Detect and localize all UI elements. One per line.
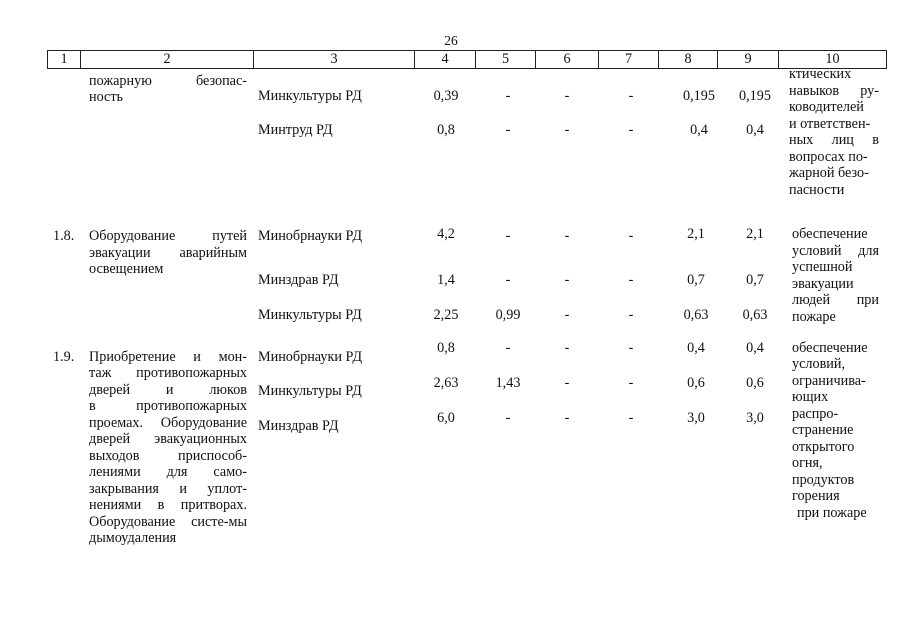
row-1-9-value-col9: 0,4 [746,340,764,356]
cont-name-line: пожарную безопас- [89,73,247,89]
row-1-9-value-col9: 3,0 [746,410,764,426]
row-1-9-purpose-line: ограничива- [792,373,866,389]
row-1-8-value-col8: 0,7 [687,272,705,288]
row-1-8-purpose-line: людей при [792,292,879,308]
row-1-8-org: Минкультуры РД [258,307,362,323]
cont-org: Минкультуры РД [258,88,362,104]
row-1-8-purpose-line: условий для [792,243,879,259]
header-cell: 5 [501,51,510,67]
row-1-9-purpose-line: при пожаре [797,505,867,521]
row-1-9-value-col7: - [628,375,634,391]
row-1-8-value-col8: 0,63 [683,307,709,323]
row-1-8-value-col4: 2,25 [433,307,459,323]
row-1-8-purpose-line: обеспечение [792,226,868,242]
row-1-9-purpose-line: обеспечение [792,340,868,356]
row-1-9-org: Минздрав РД [258,418,339,434]
row-1-9-value-col7: - [628,340,634,356]
row-1-9-value-col5: 1,43 [495,375,521,391]
row-1-8-purpose-line: эвакуации [792,276,854,292]
row-1-9-name-line: закрывания и уплот- [89,481,247,497]
header-cell: 4 [441,51,449,67]
row-1-9-name-line: дверей и люков [89,382,247,398]
row-1-9-purpose-line: ющих [792,389,829,405]
cont-name-line: ность [89,89,124,105]
header-cell: 7 [624,51,633,67]
row-1-8-value-col8: 2,1 [687,226,705,242]
row-1-9-name-line: Оборудование систе-мы [89,514,247,530]
row-1-9-org: Минобрнауки РД [258,349,363,365]
row-1-8-purpose-line: пожаре [792,309,836,325]
row-1-8-name-line: эвакуации аварийным [89,245,247,261]
cont-value-col4: 0,8 [437,122,455,138]
row-1-9-name-line: таж противопожарных [89,365,247,381]
header-cell: 8 [684,51,692,67]
row-1-8-value-col5: - [505,228,511,244]
cont-value-col8: 0,4 [690,122,708,138]
cont-value-col7: - [628,88,634,104]
cont-value-col4: 0,39 [433,88,459,104]
header-cell: 3 [330,51,338,67]
row-1-9-name-line: Приобретение и мон- [89,349,247,365]
row-1-9-value-col6: - [564,410,570,426]
row-1-9-name-line: дымоудаления [89,530,177,546]
cont-purpose-line: пасности [789,182,845,198]
row-1-9-name-line: проемах. Оборудование [89,415,247,431]
row-1-9-name-line: дверей эвакуационных [89,431,247,447]
cont-value-col5: - [505,88,511,104]
row-1-8-value-col4: 1,4 [437,272,455,288]
cont-purpose-line: вопросах по- [789,149,868,165]
row-1-9-value-col4: 2,63 [433,375,459,391]
row-1-9-value-col7: - [628,410,634,426]
row-1-8-purpose-line: успешной [792,259,853,275]
row-1-9-value-col5: - [505,340,511,356]
row-1-8-org: Минздрав РД [258,272,339,288]
row-1-8-org: Минобрнауки РД [258,228,363,244]
row-1-9-name-line: выходов приспособ- [89,448,247,464]
row-1-8-value-col7: - [628,228,634,244]
header-bottom-rule [47,68,887,69]
row-1-9-value-col4: 6,0 [437,410,455,426]
cont-value-col6: - [564,122,570,138]
row-1-8-name-line: Оборудование путей [89,228,247,244]
cont-purpose-line: навыков ру- [789,83,879,99]
cont-purpose-line: ктических [789,66,852,82]
row-1-8-value-col5: 0,99 [495,307,521,323]
row-1-8-value-col6: - [564,228,570,244]
row-1-9-purpose-line: огня, [792,455,823,471]
header-cell: 6 [563,51,571,67]
row-1-9-value-col6: - [564,340,570,356]
cont-value-col6: - [564,88,570,104]
header-cell: 9 [744,51,752,67]
cont-value-col5: - [505,122,511,138]
row-1-9-value-col8: 0,4 [687,340,705,356]
row-1-9-name-line: лениями для само- [89,464,247,480]
row-1-9-value-col6: - [564,375,570,391]
row-number: 1.8. [53,228,75,244]
row-1-9-value-col5: - [505,410,511,426]
row-1-8-value-col7: - [628,272,634,288]
row-1-9-value-col9: 0,6 [746,375,764,391]
row-1-9-purpose-line: распро- [792,406,839,422]
cont-org: Минтруд РД [258,122,333,138]
row-1-9-purpose-line: горения [792,488,840,504]
row-1-9-name-line: нениями в притворах. [89,497,247,513]
cont-value-col8: 0,195 [683,88,715,104]
row-1-8-value-col9: 0,63 [742,307,768,323]
cont-purpose-line: ководителей [789,99,864,115]
row-1-9-value-col4: 0,8 [437,340,455,356]
cont-value-col7: - [628,122,634,138]
row-1-8-value-col5: - [505,272,511,288]
cont-purpose-line: ных лиц в [789,132,879,148]
cont-purpose-line: и ответствен- [789,116,871,132]
row-1-8-value-col9: 0,7 [746,272,764,288]
row-number: 1.9. [53,349,75,365]
row-1-9-name-line: в противопожарных [89,398,247,414]
cont-purpose-line: жарной безо- [789,165,869,181]
row-1-8-value-col6: - [564,272,570,288]
row-1-8-value-col7: - [628,307,634,323]
row-1-9-purpose-line: условий, [792,356,845,372]
row-1-9-purpose-line: странение [792,422,854,438]
row-1-8-name-line: освещением [89,261,164,277]
header-cell: 1 [60,51,68,67]
row-1-9-org: Минкультуры РД [258,383,362,399]
cont-value-col9: 0,195 [739,88,771,104]
header-cell: 2 [163,51,171,67]
cont-value-col9: 0,4 [746,122,764,138]
row-1-9-value-col8: 3,0 [687,410,705,426]
row-1-8-value-col9: 2,1 [746,226,764,242]
row-1-9-purpose-line: продуктов [792,472,855,488]
row-1-8-value-col4: 4,2 [437,226,455,242]
row-1-9-purpose-line: открытого [792,439,855,455]
page-number: 26 [444,33,458,48]
row-1-8-value-col6: - [564,307,570,323]
row-1-9-value-col8: 0,6 [687,375,705,391]
header-col-divider [886,50,887,69]
header-cell: 10 [825,51,840,67]
